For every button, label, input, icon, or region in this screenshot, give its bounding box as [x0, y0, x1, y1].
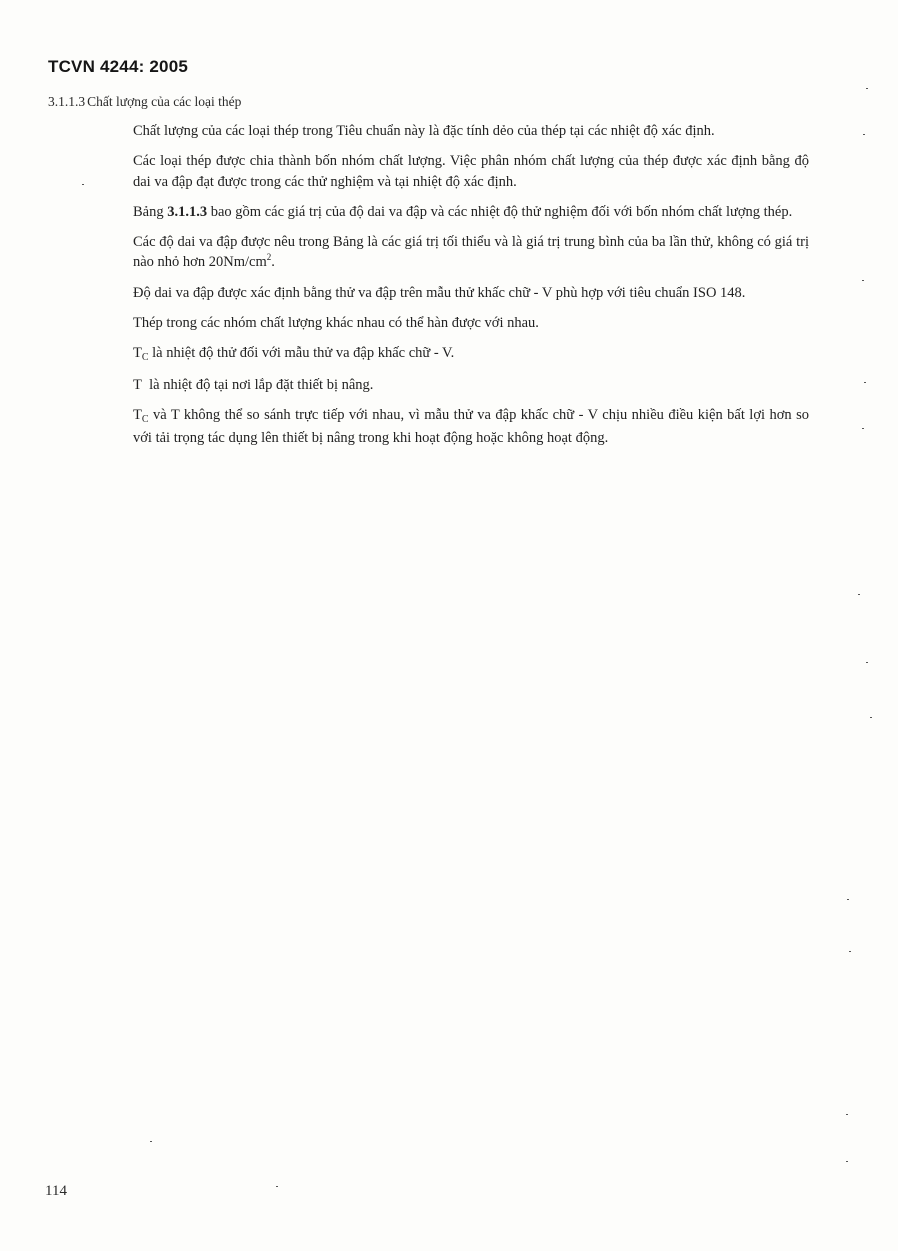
scan-speck [150, 1141, 152, 1142]
paragraph-1: Chất lượng của các loại thép trong Tiêu chuẩn này là đặc tính dẻo của thép tại các nhiệt độ xác định. [133, 123, 715, 139]
table-reference: 3.1.1.3 [167, 203, 208, 220]
scan-speck [870, 717, 872, 718]
paragraph-7-text: là nhiệt độ thử đối với mẫu thử va đập khấc chữ - V. [148, 345, 455, 361]
scan-speck [866, 88, 868, 89]
superscript-exponent: 2 [266, 252, 272, 262]
paragraph-4-text: Các độ dai va đập được nêu trong Bảng là các giá trị tối thiểu và là giá trị trung bình của ba lần thử, không có giá trị nào nhỏ hơn 20Nm/cm [133, 233, 809, 270]
paragraph-5: Độ dai va đập được xác định bằng thử va đập trên mẫu thử khấc chữ - V phù hợp với tiêu chuẩn ISO 148. [133, 285, 746, 301]
paragraph-7 [133, 343, 809, 366]
paragraph-9-text: và T không thể so sánh trực tiếp với nhau, vì mẫu thử va đập khấc chữ - V chịu nhiều điều kiện bất lợi hơn so với tải trọng tác dụng lên thiết bị nâng trong khi hoạt động hoặc không hoạt động. [133, 407, 809, 446]
scan-speck [862, 280, 864, 281]
scan-speck [846, 1114, 848, 1115]
symbol-t: T [133, 345, 142, 361]
page-number: 114 [45, 1183, 67, 1199]
scan-speck [849, 951, 851, 952]
paragraph-3-pre: Bảng [133, 203, 168, 220]
body-text [133, 121, 809, 458]
scan-speck [858, 594, 860, 595]
section-title: Chất lượng của các loại thép [87, 94, 242, 109]
paragraph-9 [133, 405, 809, 448]
paragraph-8 [133, 375, 809, 396]
scan-speck [866, 662, 868, 663]
subscript-c: C [141, 414, 149, 425]
paragraph-3 [133, 202, 809, 223]
scan-speck [276, 1186, 278, 1187]
paragraph-2: Các loại thép được chia thành bốn nhóm chất lượng. Việc phân nhóm chất lượng của thép được xác định bằng độ dai va đập đạt được trong các thử nghiệm và tại nhiệt độ xác định. [133, 153, 809, 190]
symbol-t: T [133, 377, 142, 393]
scan-speck [864, 382, 866, 383]
section-heading [48, 94, 241, 110]
symbol-t: T [133, 407, 142, 423]
scan-speck [82, 184, 84, 185]
subscript-c: C [141, 352, 149, 363]
paragraph-8-text: là nhiệt độ tại nơi lắp đặt thiết bị nâng. [145, 377, 374, 393]
paragraph-4 [133, 232, 809, 274]
paragraph-3-post: bao gồm các giá trị của độ dai va đập và các nhiệt độ thử nghiệm đối với bốn nhóm chất lượng thép. [207, 203, 793, 220]
scan-speck [863, 134, 865, 135]
paragraph-6: Thép trong các nhóm chất lượng khác nhau có thể hàn được với nhau. [133, 315, 539, 331]
scan-speck [847, 899, 849, 900]
section-number: 3.1.1.3 [48, 94, 86, 109]
paragraph-4-end: . [271, 254, 275, 270]
scan-speck [862, 428, 864, 429]
scan-speck [846, 1161, 848, 1162]
standard-code: TCVN 4244: 2005 [48, 57, 189, 76]
